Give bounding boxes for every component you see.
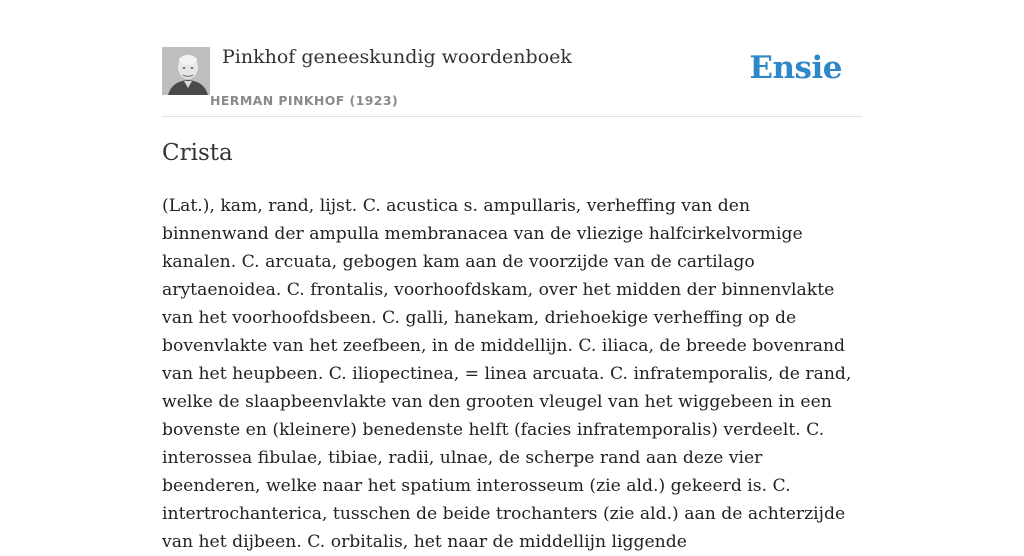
entry-title: Crista (162, 140, 233, 166)
source-title[interactable]: Pinkhof geneeskundig woordenboek (222, 46, 572, 68)
entry-body: (Lat.), kam, rand, lijst. C. acustica s. ampullaris, verheffing van den binnenwand der ampulla membranacea van de vliezige halfcirkelvormige kanalen. C. arcuata, gebogen kam aan de voorzijde van de cartilago arytaenoidea. C. frontalis, voorhoofdskam, over het midden der binnenvlakte van het voorhoofdsbeen. C. galli, hanekam, driehoekige verheffing op de bovenvlakte van het zeefbeen, in de middellijn. C. iliaca, de breede bovenrand van het heupbeen. C. iliopectinea, = linea arcuata. C. infratemporalis, de rand, welke de slaapbeenvlakte van den grooten vleugel van het wiggebeen in een bovenste en (kleinere) benedenste helft (facies infratemporalis) verdeelt. C. interossea fibulae, tibiae, radii, ulnae, de scherpe rand aan deze vier beenderen, welke naar het spatium interosseum (zie ald.) gekeerd is. C. intertrochanterica, tusschen de beide trochanters (zie ald.) aan de achterzijde van het dijbeen. C. orbitalis, het naar de middellijn liggende (162, 196, 852, 552)
author-avatar[interactable] (162, 47, 210, 95)
page (162, 0, 862, 552)
portrait-photo-icon (162, 47, 210, 95)
source-author[interactable]: HERMAN PINKHOF (1923) (210, 93, 399, 108)
ensie-logo-link[interactable]: Ensie (749, 50, 842, 86)
source-header (162, 0, 862, 117)
